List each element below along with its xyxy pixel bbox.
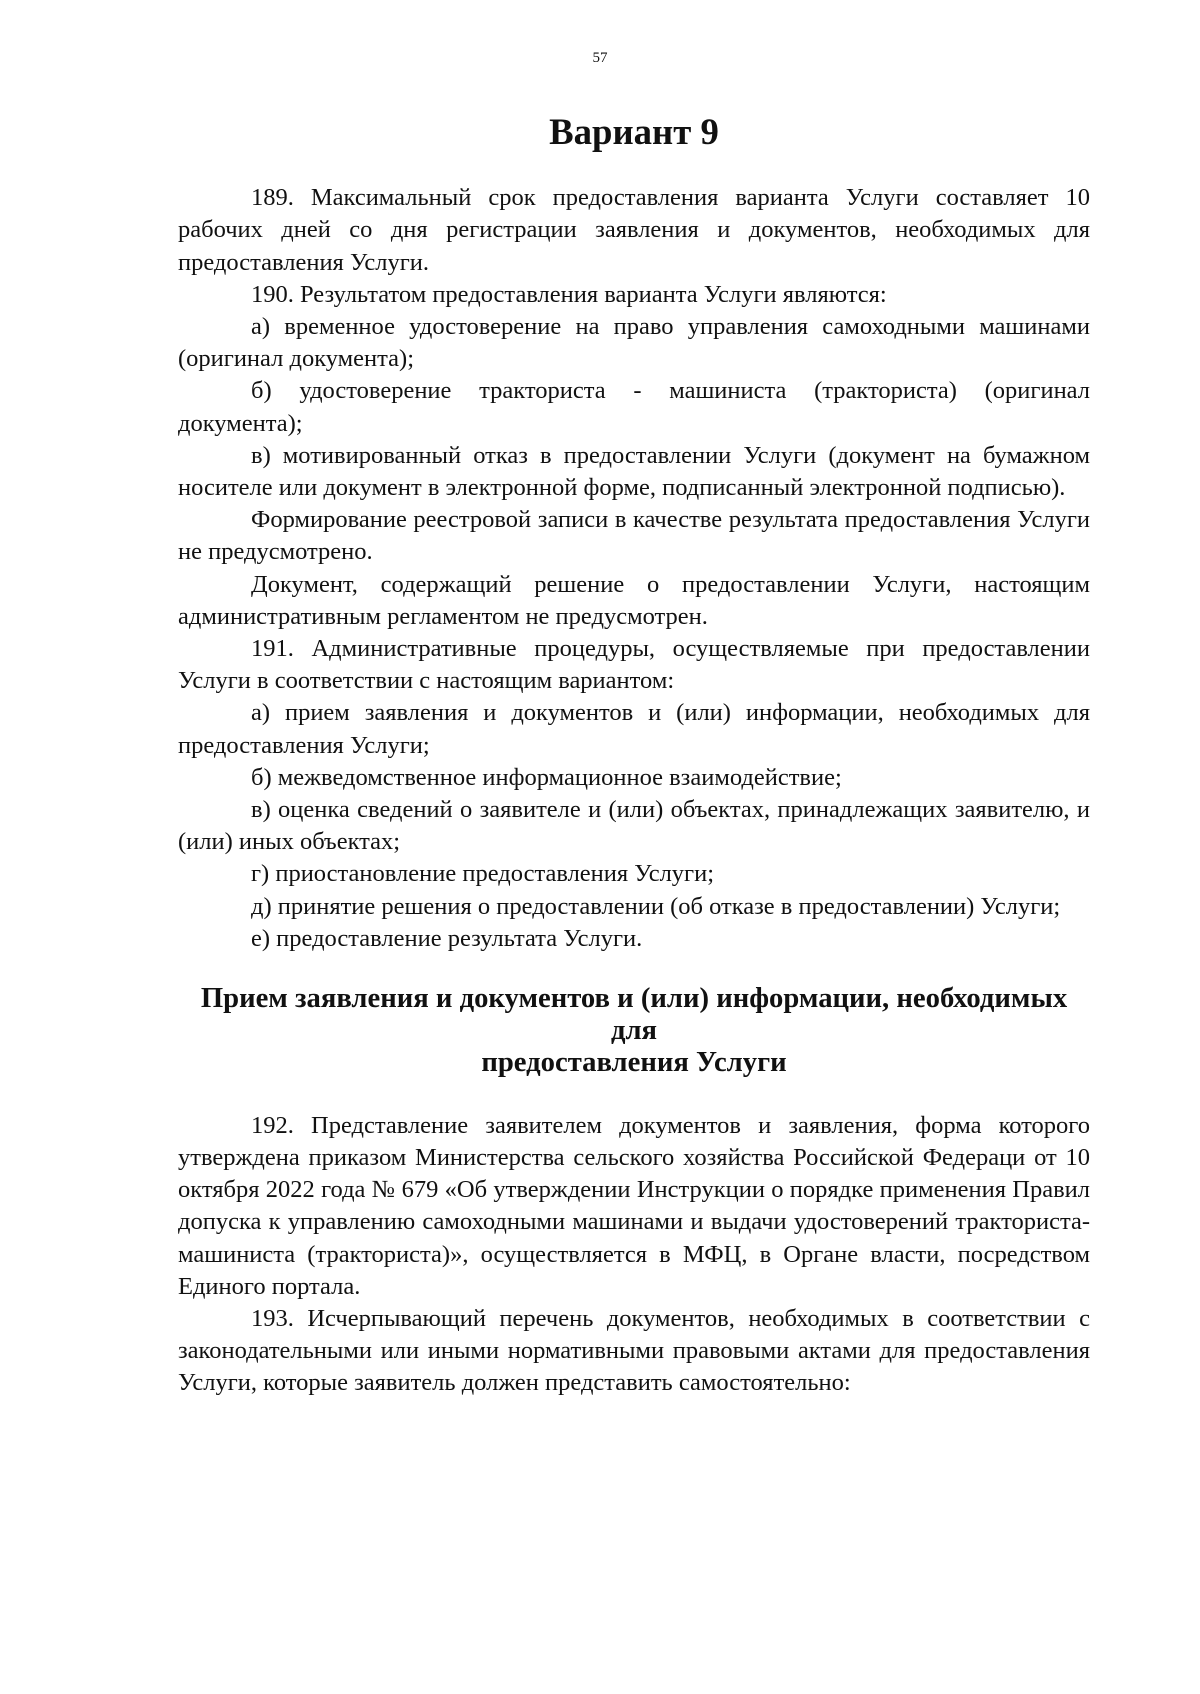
paragraph-190-b: б) удостоверение тракториста - машиниста (тракториста) (оригинал документа); [178, 377, 1090, 437]
paragraph-190-a: а) временное удостоверение на право управления самоходными машинами (оригинал документа); [178, 313, 1090, 373]
subsection-title-line-1: Прием заявления и документов и (или) информации, необходимых для [200, 982, 1068, 1047]
paragraph-191: 191. Административные процедуры, осуществляемые при предоставлении Услуги в соответствии с настоящим вариантом: [178, 635, 1090, 695]
paragraph-decision-note: Документ, содержащий решение о предоставлении Услуги, настоящим административным регламентом не предусмотрен. [178, 570, 1090, 630]
paragraph-191-v: в) оценка сведений о заявителе и (или) объектах, принадлежащих заявителю, и (или) иных объектах; [178, 796, 1090, 856]
paragraph-191-a: а) прием заявления и документов и (или) информации, необходимых для предоставления Услуги; [178, 699, 1090, 759]
paragraph-192: 192. Представление заявителем документов и заявления, форма которого утверждена приказом Министерства сельского хозяйства Российской Федераци от 10 октября 2022 года № 679 «Об утверждении Инструкции о порядке применения Правил допуска к управлению самоходными машинами и выдачи удостоверений тракториста-машиниста (тракториста)», осуществляется в МФЦ, в Органе власти, посредством Единого портала. [178, 1111, 1090, 1300]
subsection-title-line-2: предоставления Услуги [481, 1046, 787, 1079]
paragraph-190: 190. Результатом предоставления варианта Услуги являются: [251, 280, 887, 308]
paragraph-group-bottom [178, 1110, 1090, 1400]
page-number: 57 [592, 50, 608, 66]
paragraph-group-top [178, 182, 1090, 955]
paragraph-190-v: в) мотивированный отказ в предоставлении Услуги (документ на бумажном носителе или документ в электронной форме, подписанный электронной подписью). [178, 441, 1090, 502]
paragraph-193: 193. Исчерпывающий перечень документов, необходимых в соответствии с законодательными или иными нормативными правовыми актами для предоставления Услуги, которые заявитель должен представить самостоятельно: [178, 1304, 1090, 1397]
paragraph-191-g: г) приостановление предоставления Услуги; [251, 860, 715, 888]
subsection-title [178, 982, 1090, 1079]
paragraph-189: 189. Максимальный срок предоставления варианта Услуги составляет 10 рабочих дней со дня регистрации заявления и документов, необходимых для предоставления Услуги. [178, 184, 1090, 276]
paragraph-191-d: д) принятие решения о предоставлении (об отказе в предоставлении) Услуги; [251, 892, 1061, 920]
section-title: Вариант 9 [549, 111, 719, 152]
paragraph-191-e: е) предоставление результата Услуги. [251, 924, 643, 952]
document-body [178, 111, 1090, 1400]
paragraph-191-b: б) межведомственное информационное взаимодействие; [251, 763, 842, 791]
paragraph-registry-note: Формирование реестровой записи в качестве результата предоставления Услуги не предусмотрено. [178, 506, 1090, 566]
